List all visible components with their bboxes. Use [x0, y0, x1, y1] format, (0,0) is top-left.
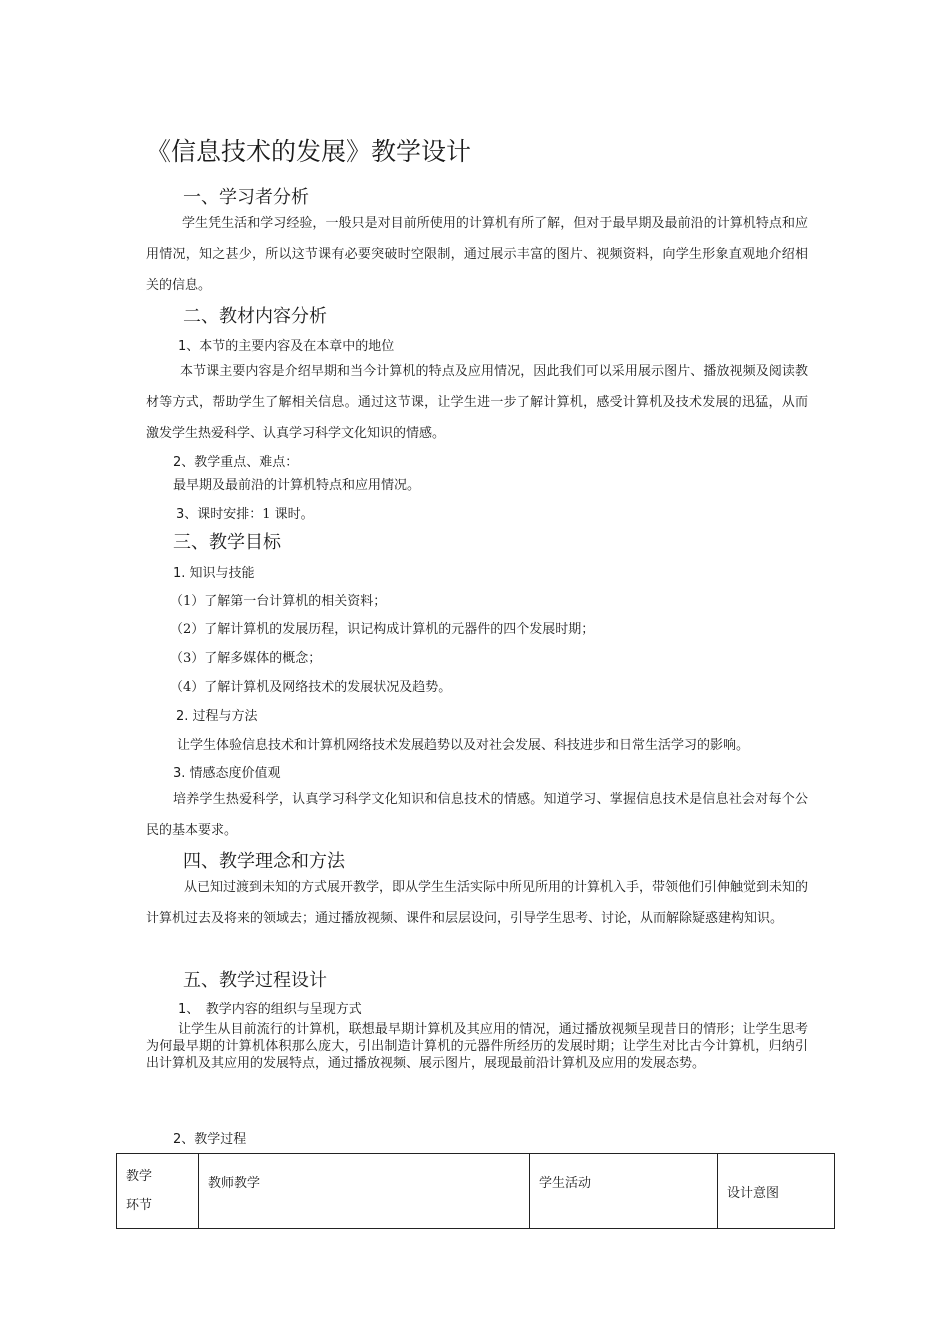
- page-title: 《信息技术的发展》教学设计: [146, 137, 472, 166]
- section-heading-teaching-goals: 三、教学目标: [173, 532, 281, 553]
- attitude-values-paragraph: 培养学生热爱科学，认真学习科学文化知识和信息技术的情感。知道学习、掌握信息技术是信息社会对每个公民的基本要求。: [146, 792, 808, 838]
- subheading-content-organization: 1、 教学内容的组织与呈现方式: [178, 1002, 362, 1017]
- subheading-process-method: 2. 过程与方法: [176, 709, 258, 724]
- section-heading-learner-analysis: 一、学习者分析: [183, 187, 309, 208]
- header-cell-stage-line1: 教学: [126, 1169, 153, 1184]
- subheading-main-content: 1、本节的主要内容及在本章中的地位: [178, 339, 395, 354]
- goal-item: （4）了解计算机及网络技术的发展状况及趋势。: [170, 680, 452, 695]
- subheading-teaching-process: 2、教学过程: [173, 1132, 247, 1147]
- content-organization-paragraph: 让学生从目前流行的计算机，联想最早期计算机及其应用的情况，通过播放视频呈现昔日的情形；让学生思考为何最早期的计算机体积那么庞大，引出制造计算机的元器件所经历的发展时期；让学生对比古今计算机，归纳引出计算机及其应用的发展特点，通过播放视频、展示图片，展现最前沿计算机及应用的发展态势。: [146, 1022, 808, 1071]
- subheading-attitude-values: 3. 情感态度价值观: [173, 766, 281, 781]
- subheading-knowledge-skills: 1. 知识与技能: [173, 566, 255, 581]
- learner-analysis-paragraph: 学生凭生活和学习经验，一般只是对目前所使用的计算机有所了解，但对于最早期及最前沿的计算机特点和应用情况，知之甚少，所以这节课有必要突破时空限制，通过展示丰富的图片、视频资料，向学生形象直观地介绍相关的信息。: [146, 216, 808, 293]
- class-hours: [176, 503, 314, 522]
- class-hours-label: 3、课时安排：: [176, 507, 263, 522]
- class-hours-value: 1 课时。: [262, 507, 314, 522]
- table-header-row: [117, 1154, 835, 1229]
- goal-item: （3）了解多媒体的概念；: [170, 651, 322, 666]
- teaching-process-table: [116, 1153, 835, 1229]
- section-heading-material-analysis: 二、教材内容分析: [183, 306, 327, 327]
- process-method-text: 让学生体验信息技术和计算机网络技术发展趋势以及对社会发展、科技进步和日常生活学习的影响。: [177, 738, 750, 753]
- subheading-key-points: 2、教学重点、难点：: [173, 455, 299, 470]
- header-cell-teacher-teaching: 教师教学: [199, 1154, 530, 1229]
- section-heading-teaching-process: 五、教学过程设计: [183, 970, 327, 991]
- header-cell-student-activity: 学生活动: [530, 1154, 718, 1229]
- header-cell-design-intent: 设计意图: [718, 1154, 835, 1229]
- header-cell-stage-line2: 环节: [126, 1198, 153, 1213]
- main-content-paragraph: 本节课主要内容是介绍早期和当今计算机的特点及应用情况，因此我们可以采用展示图片、播放视频及阅读教材等方式，帮助学生了解相关信息。通过这节课，让学生进一步了解计算机，感受计算机及技术发展的迅猛，从而激发学生热爱科学、认真学习科学文化知识的情感。: [146, 364, 808, 441]
- goal-item: （2）了解计算机的发展历程，识记构成计算机的元器件的四个发展时期；: [170, 622, 595, 637]
- header-cell-stage: [117, 1154, 199, 1229]
- goal-item: （1）了解第一台计算机的相关资料；: [170, 594, 387, 609]
- key-points-text: 最早期及最前沿的计算机特点和应用情况。: [173, 478, 421, 493]
- section-heading-teaching-philosophy: 四、教学理念和方法: [183, 851, 345, 872]
- teaching-philosophy-paragraph: 从已知过渡到未知的方式展开教学，即从学生生活实际中所见所用的计算机入手，带领他们引伸触觉到未知的计算机过去及将来的领域去；通过播放视频、课件和层层设问，引导学生思考、讨论，从而解除疑惑建构知识。: [146, 880, 809, 926]
